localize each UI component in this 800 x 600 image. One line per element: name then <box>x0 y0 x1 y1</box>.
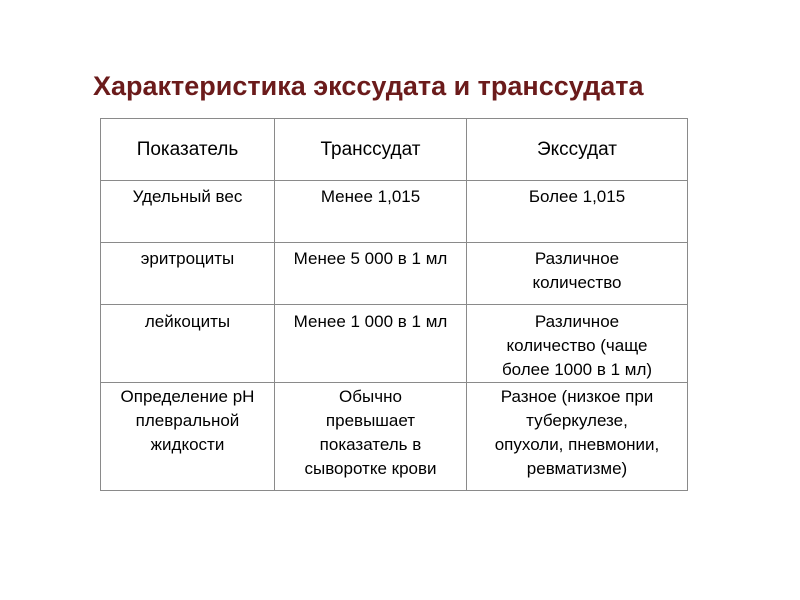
cell-line: туберкулезе, <box>526 411 628 430</box>
header-transudate: Транссудат <box>275 119 467 181</box>
cell-transudate: Менее 1 000 в 1 мл <box>275 305 467 383</box>
cell-line: превышает <box>325 411 416 430</box>
cell-line: Различное <box>534 312 620 331</box>
cell-transudate: Менее 1,015 <box>275 181 467 243</box>
cell-exudate <box>467 383 688 491</box>
table-header-row <box>101 119 688 181</box>
table-row <box>101 243 688 305</box>
cell-exudate <box>467 243 688 305</box>
cell-line: ревматизме) <box>526 459 628 478</box>
header-parameter: Показатель <box>101 119 275 181</box>
cell-line: Обычно <box>339 387 402 406</box>
cell-exudate: Более 1,015 <box>467 181 688 243</box>
cell-line: количество (чаще <box>506 336 648 355</box>
comparison-table <box>100 118 688 491</box>
cell-parameter: эритроциты <box>101 243 275 305</box>
cell-parameter: лейкоциты <box>101 305 275 383</box>
cell-line: жидкости <box>150 435 225 454</box>
cell-line: показатель в <box>319 435 422 454</box>
slide-title: Характеристика экссудата и транссудата <box>93 71 644 101</box>
table-row <box>101 383 688 491</box>
cell-transudate <box>275 383 467 491</box>
table-row <box>101 181 688 243</box>
cell-exudate <box>467 305 688 383</box>
cell-line: Различное <box>534 249 620 268</box>
header-exudate: Экссудат <box>467 119 688 181</box>
cell-parameter: Удельный вес <box>101 181 275 243</box>
cell-line: опухоли, пневмонии, <box>494 435 660 454</box>
cell-line: Определение pH <box>120 387 255 406</box>
cell-line: Разное (низкое при <box>500 387 654 406</box>
cell-transudate: Менее 5 000 в 1 мл <box>275 243 467 305</box>
table-row <box>101 305 688 383</box>
cell-parameter <box>101 383 275 491</box>
cell-line: более 1000 в 1 мл) <box>501 360 653 379</box>
cell-line: количество <box>532 273 622 292</box>
cell-line: плевральной <box>135 411 240 430</box>
cell-line: сыворотке крови <box>304 459 437 478</box>
